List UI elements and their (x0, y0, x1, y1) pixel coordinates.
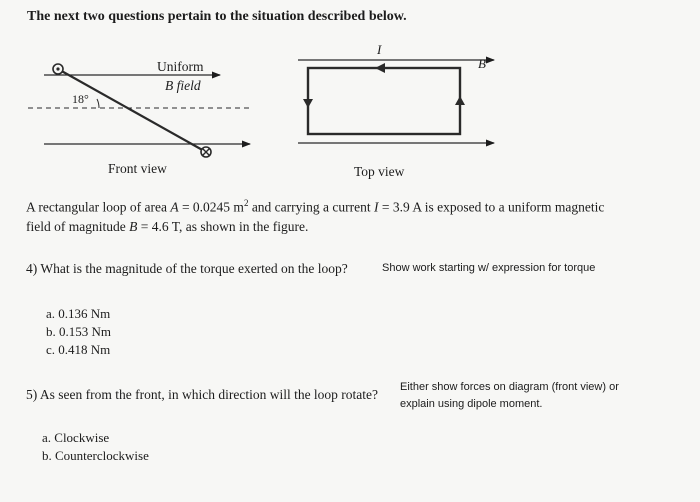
angle-arc (97, 99, 99, 108)
current-arrow-right (455, 96, 465, 105)
q4-option-a[interactable]: a. 0.136 Nm (46, 306, 111, 321)
q5-option-b[interactable]: b. Counterclockwise (42, 448, 149, 463)
angle-label: 18° (72, 92, 89, 106)
q5-note-line2: explain using dipole moment. (400, 398, 543, 410)
setup-line-2: field of magnitude B = 4.6 T, as shown in the figure. (26, 219, 309, 234)
q4-note: Show work starting w/ expression for torque (382, 262, 596, 274)
top-view-caption: Top view (354, 164, 405, 179)
loop-top-view (308, 68, 460, 134)
current-out-icon (53, 64, 63, 74)
current-in-icon (201, 147, 211, 157)
setup-line-1: A rectangular loop of area A = 0.0245 $m^2$ and carrying a current I = 3.9 A is exposed to a uniform magnetic (26, 198, 605, 215)
q4-option-b[interactable]: b. 0.153 Nm (46, 324, 111, 339)
q4-option-c[interactable]: c. 0.418 Nm (46, 342, 111, 357)
figure (0, 0, 700, 200)
top-field-label: B (478, 56, 486, 71)
q5-option-a[interactable]: a. Clockwise (42, 430, 110, 445)
field-label-line1: Uniform (157, 59, 204, 74)
current-arrow-left (303, 99, 313, 108)
current-label: I (377, 42, 382, 57)
heading: The next two questions pertain to the situation described below. (27, 9, 407, 24)
q4-prompt: 4) What is the magnitude of the torque exerted on the loop? (26, 261, 348, 276)
q5-prompt: 5) As seen from the front, in which direction will the loop rotate? (26, 387, 379, 402)
current-arrow-top (375, 63, 385, 73)
field-label-line2: B field (165, 78, 201, 93)
q5-note-line1: Either show forces on diagram (front view) or (400, 381, 619, 393)
front-view-caption: Front view (108, 161, 167, 176)
